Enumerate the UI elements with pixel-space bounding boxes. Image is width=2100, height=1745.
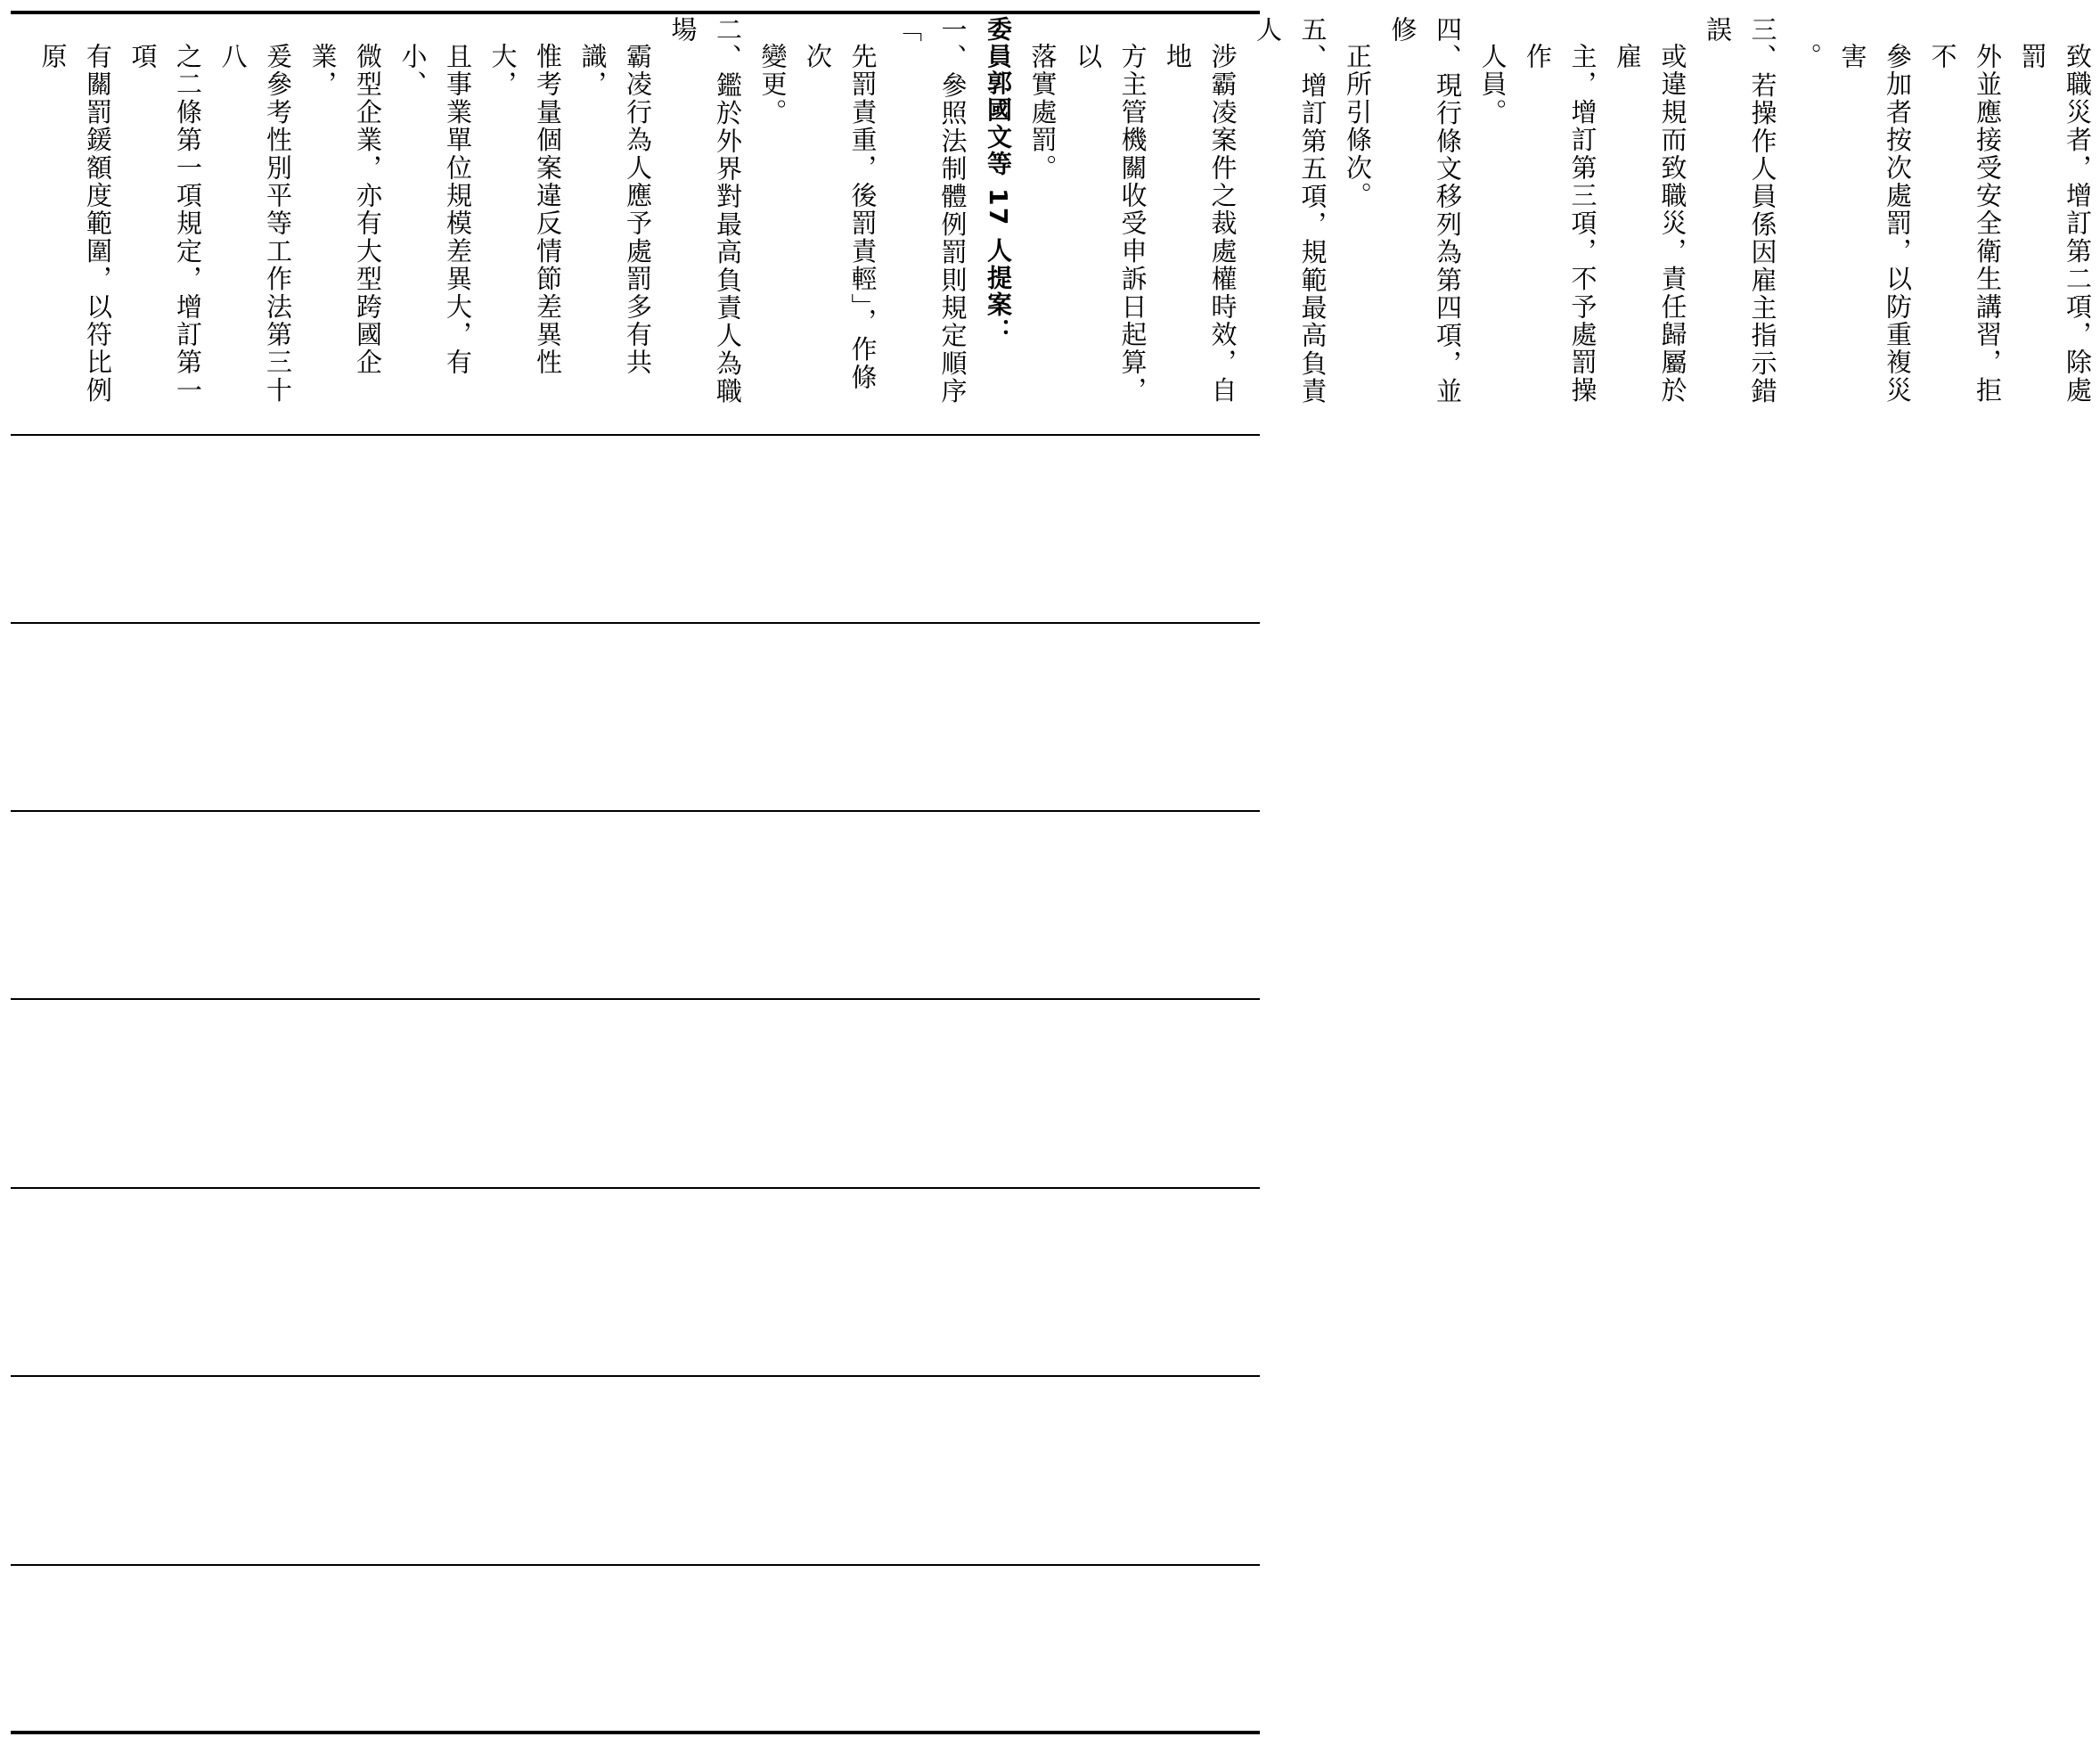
row-divider bbox=[11, 622, 1260, 624]
text-line: 有關罰鍰額度範圍，以符比例原 bbox=[37, 43, 113, 406]
explanation-cell bbox=[14, 16, 2093, 431]
empty-table-cell bbox=[11, 1190, 1260, 1374]
empty-table-cell bbox=[11, 1001, 1260, 1185]
text-line: 霸凌行為人應予處罰多有共識， bbox=[577, 43, 653, 377]
empty-table-cell bbox=[11, 437, 1260, 621]
text-line: 外並應接受安全衛生講習，拒不 bbox=[1927, 43, 2003, 406]
text-line: 且事業單位規模差異大，有小、 bbox=[397, 43, 473, 377]
row-divider bbox=[11, 998, 1260, 1000]
text-line: 三、若操作人員係因雇主指示錯誤 bbox=[1703, 16, 1778, 406]
empty-table-cell bbox=[11, 1567, 1260, 1730]
text-line: 涉霸凌案件之裁處權時效，自地 bbox=[1163, 43, 1238, 406]
empty-table-cell bbox=[11, 1378, 1260, 1562]
empty-table-cell bbox=[11, 625, 1260, 809]
bottom-rule bbox=[11, 1731, 1260, 1734]
text-line: 主，增訂第三項，不予處罰操作 bbox=[1523, 43, 1598, 406]
text-line: 致職災者，增訂第二項，除處罰 bbox=[2017, 43, 2093, 406]
text-line: 微型企業，亦有大型跨國企業， bbox=[307, 43, 383, 377]
text-line: 爰參考性別平等工作法第三十八 bbox=[217, 43, 293, 406]
row-divider bbox=[11, 434, 1260, 436]
top-rule bbox=[11, 11, 1260, 14]
text-line: 正所引條次。 bbox=[1343, 43, 1373, 210]
text-line: 參加者按次處罰，以防重複災害 bbox=[1837, 43, 1913, 406]
text-line: 惟考量個案違反情節差異性大， bbox=[487, 43, 563, 377]
row-divider bbox=[11, 1564, 1260, 1566]
explanation-text bbox=[30, 16, 2100, 417]
text-line: 一、參照法制體例罰則規定順序「 bbox=[893, 16, 968, 406]
text-line: 之二條第一項規定，增訂第一項 bbox=[127, 43, 203, 406]
text-line: 五、增訂第五項，規範最高負責人 bbox=[1253, 16, 1328, 406]
proposal-heading: 委員郭國文等 17 人提案： bbox=[984, 16, 1013, 346]
empty-table-cell bbox=[11, 813, 1260, 997]
text-line: 。 bbox=[1793, 43, 1823, 71]
text-line: 先罰責重，後罰責輕」，作條次 bbox=[803, 43, 878, 392]
text-line: 變更。 bbox=[757, 43, 789, 127]
text-line: 方主管機關收受申訴日起算，以 bbox=[1073, 43, 1148, 406]
row-divider bbox=[11, 810, 1260, 812]
row-divider bbox=[11, 1375, 1260, 1377]
row-divider bbox=[11, 1187, 1260, 1189]
text-line: 人員。 bbox=[1477, 43, 1508, 127]
text-line: 四、現行條文移列為第四項，並修 bbox=[1387, 16, 1463, 406]
text-line: 或違規而致職災，責任歸屬於雇 bbox=[1613, 43, 1688, 406]
text-line: 二、鑑於外界對最高負責人為職場 bbox=[667, 16, 743, 406]
text-line: 落實處罰。 bbox=[1027, 43, 1058, 183]
